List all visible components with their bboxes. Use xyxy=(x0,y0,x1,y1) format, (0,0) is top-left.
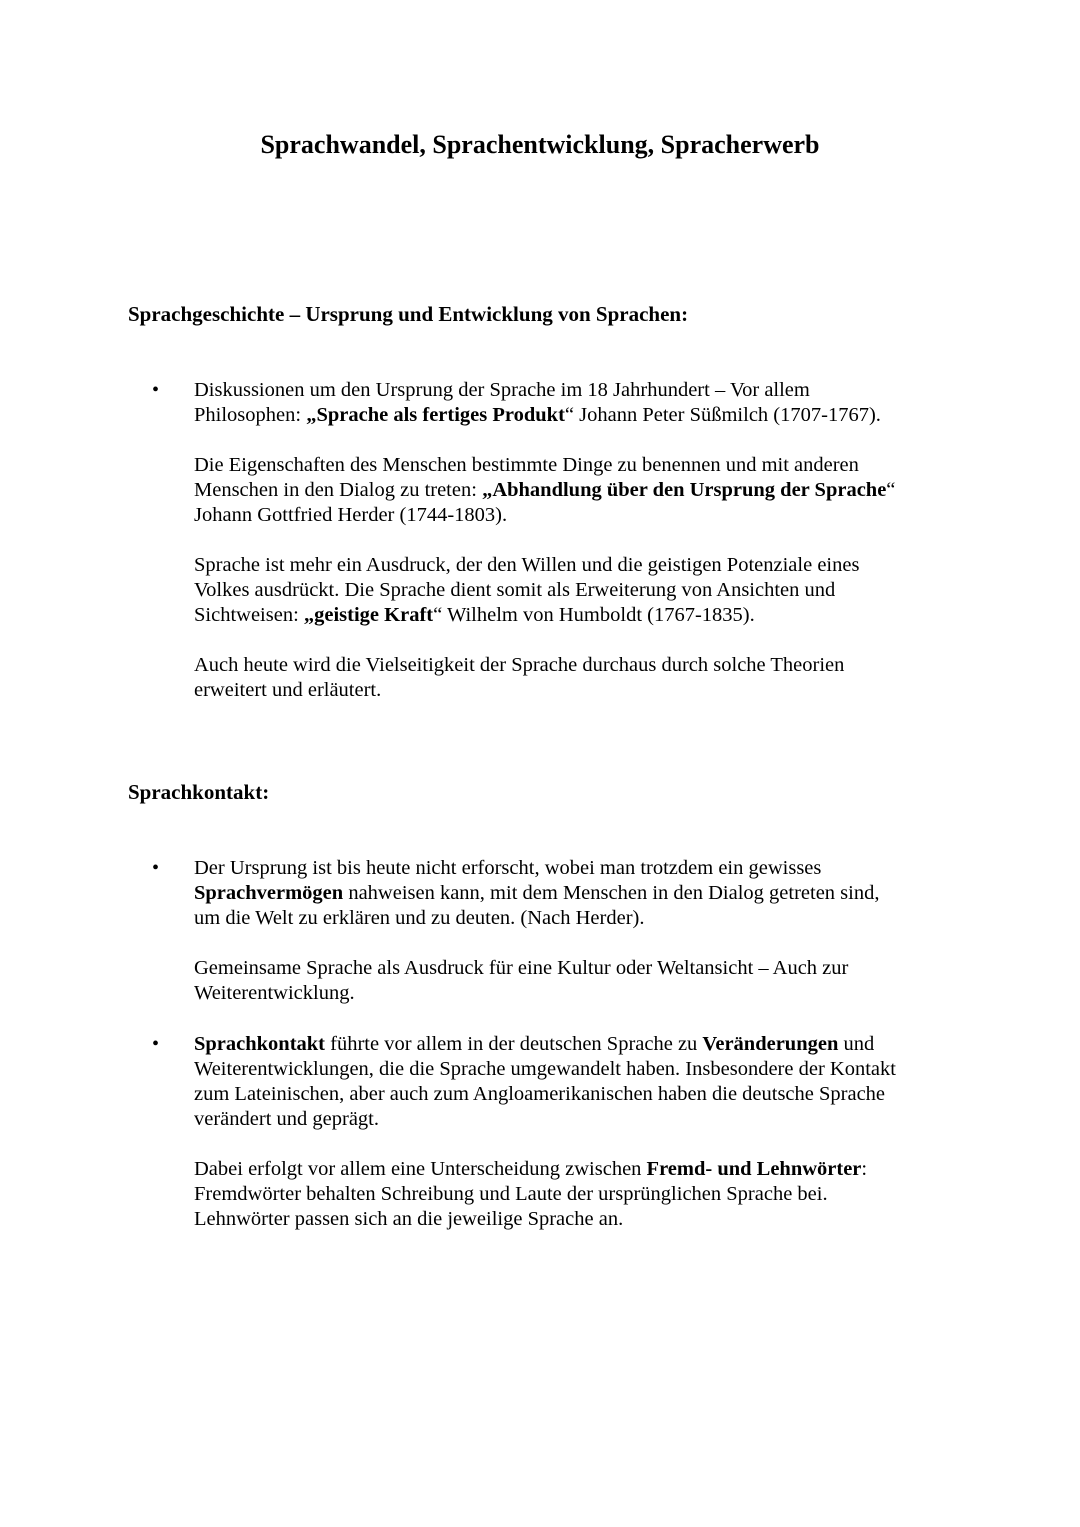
text-line xyxy=(194,478,974,503)
text-run: “ Johann Peter Süßmilch (1707-1767). xyxy=(564,404,881,426)
text-line: Gemeinsame Sprache als Ausdruck für eine Kultur oder Weltansicht – Auch zur xyxy=(194,957,849,979)
text-line: Volkes ausdrückt. Die Sprache dient somit als Erweiterung von Ansichten und xyxy=(194,579,836,601)
paragraph-sprachkontakt xyxy=(194,1032,974,1132)
paragraph-herder xyxy=(194,453,974,528)
paragraph-fremd-lehnwoerter xyxy=(194,1157,974,1232)
text-run: Dabei erfolgt vor allem eine Unterscheidung zwischen xyxy=(194,1158,647,1180)
emphasis-quote: „geistige Kraft xyxy=(303,604,434,626)
emphasis-term: Sprachvermögen xyxy=(194,882,344,904)
text-line: erweitert und erläutert. xyxy=(194,679,382,701)
emphasis-term: Veränderungen xyxy=(702,1033,839,1055)
text-line xyxy=(194,881,974,906)
paragraph-suessmilch xyxy=(194,378,974,428)
text-run: Philosophen: xyxy=(194,404,307,426)
text-run: Menschen in den Dialog zu treten: xyxy=(194,479,483,501)
text-run: und xyxy=(838,1033,875,1055)
paragraph-gemeinsame-sprache xyxy=(194,956,974,1006)
text-run: Sichtweisen: xyxy=(194,604,304,626)
emphasis-quote: „Abhandlung über den Ursprung der Sprache xyxy=(482,479,887,501)
text-line xyxy=(194,603,974,628)
text-line: Der Ursprung ist bis heute nicht erforscht, wobei man trotzdem ein gewisses xyxy=(194,857,822,879)
bullet-point: • xyxy=(152,379,160,401)
section-heading-sprachgeschichte: Sprachgeschichte – Ursprung und Entwicklung von Sprachen: xyxy=(128,302,689,326)
emphasis-quote: „Sprache als fertiges Produkt xyxy=(306,404,565,426)
text-line: um die Welt zu erklären und zu deuten. (Nach Herder). xyxy=(194,907,645,929)
text-line: verändert und geprägt. xyxy=(194,1108,379,1130)
emphasis-term: Fremd- und Lehnwörter xyxy=(646,1158,862,1180)
text-line xyxy=(194,1157,974,1182)
paragraph-ursprung xyxy=(194,856,974,931)
bullet-point: • xyxy=(152,857,160,879)
text-line: Weiterentwicklungen, die die Sprache umgewandelt haben. Insbesondere der Kontakt xyxy=(194,1058,896,1080)
text-run: “ xyxy=(886,479,896,501)
section-heading-sprachkontakt: Sprachkontakt: xyxy=(128,780,270,804)
text-run: : xyxy=(861,1158,868,1180)
text-line: Fremdwörter behalten Schreibung und Laute der ursprünglichen Sprache bei. xyxy=(194,1183,828,1205)
text-line xyxy=(194,1032,974,1057)
text-line: Diskussionen um den Ursprung der Sprache im 18 Jahrhundert – Vor allem xyxy=(194,379,810,401)
text-line xyxy=(194,403,974,428)
text-line: zum Lateinischen, aber auch zum Angloamerikanischen haben die deutsche Sprache xyxy=(194,1083,886,1105)
text-line: Sprache ist mehr ein Ausdruck, der den Willen und die geistigen Potenziale eines xyxy=(194,554,860,576)
text-line: Johann Gottfried Herder (1744-1803). xyxy=(194,504,508,526)
text-run: führte vor allem in der deutschen Sprache zu xyxy=(325,1033,703,1055)
bullet-point: • xyxy=(152,1033,160,1055)
text-line: Weiterentwicklung. xyxy=(194,982,355,1004)
text-line: Auch heute wird die Vielseitigkeit der Sprache durchaus durch solche Theorien xyxy=(194,654,845,676)
paragraph-humboldt xyxy=(194,553,974,628)
text-line: Die Eigenschaften des Menschen bestimmte Dinge zu benennen und mit anderen xyxy=(194,454,859,476)
text-run: nahweisen kann, mit dem Menschen in den Dialog getreten sind, xyxy=(343,882,880,904)
text-run: “ Wilhelm von Humboldt (1767-1835). xyxy=(433,604,755,626)
paragraph-heute xyxy=(194,653,974,703)
document-title: Sprachwandel, Sprachentwicklung, Spracherwerb xyxy=(260,130,820,159)
emphasis-term: Sprachkontakt xyxy=(194,1033,326,1055)
text-line: Lehnwörter passen sich an die jeweilige Sprache an. xyxy=(194,1208,624,1230)
